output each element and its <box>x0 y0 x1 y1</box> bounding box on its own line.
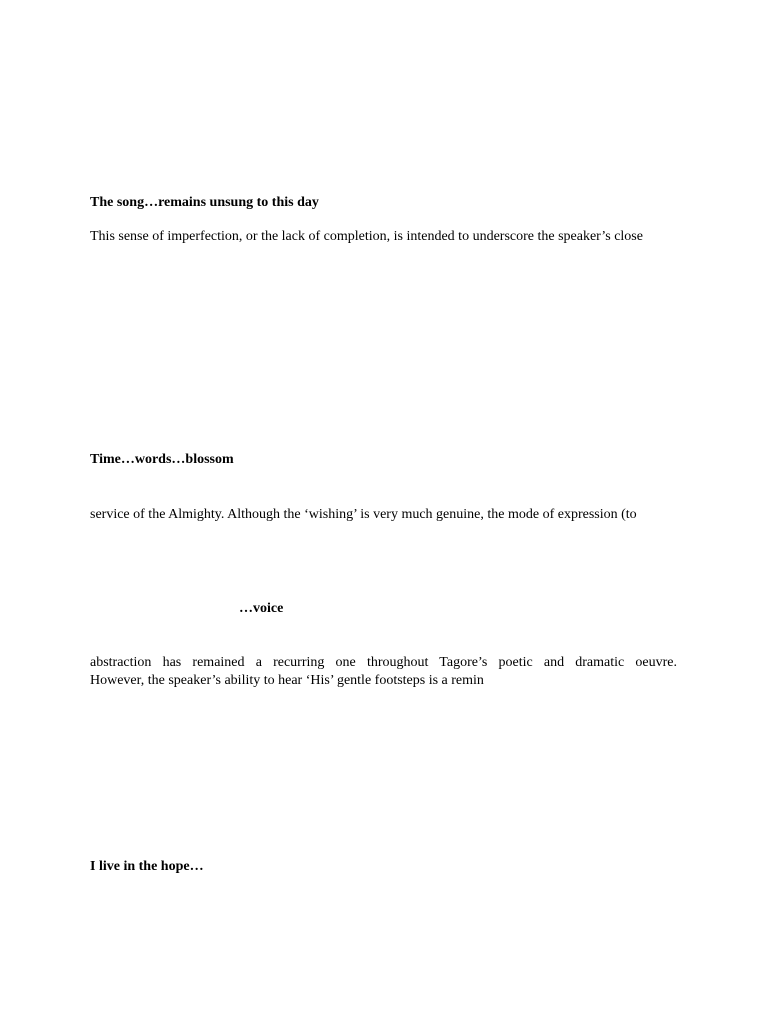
section-heading-voice: …voice <box>239 601 284 616</box>
paragraph-abstraction <box>90 654 677 690</box>
paragraph-service-almighty: service of the Almighty. Although the ‘wishing’ is very much genuine, the mode of expression (to <box>90 507 637 522</box>
paragraph-imperfection: This sense of imperfection, or the lack of completion, is intended to underscore the speaker’s close <box>90 229 643 244</box>
section-heading-time-words-blossom: Time…words…blossom <box>90 452 234 467</box>
paragraph-abstraction-line-1: abstraction has remained a recurring one throughout Tagore’s poetic and dramatic oeuvre. <box>90 655 677 670</box>
section-heading-live-in-hope: I live in the hope… <box>90 859 204 874</box>
paragraph-abstraction-line-2: However, the speaker’s ability to hear ‘His’ gentle footsteps is a remin <box>90 673 484 688</box>
section-heading-song-unsung: The song…remains unsung to this day <box>90 195 319 210</box>
